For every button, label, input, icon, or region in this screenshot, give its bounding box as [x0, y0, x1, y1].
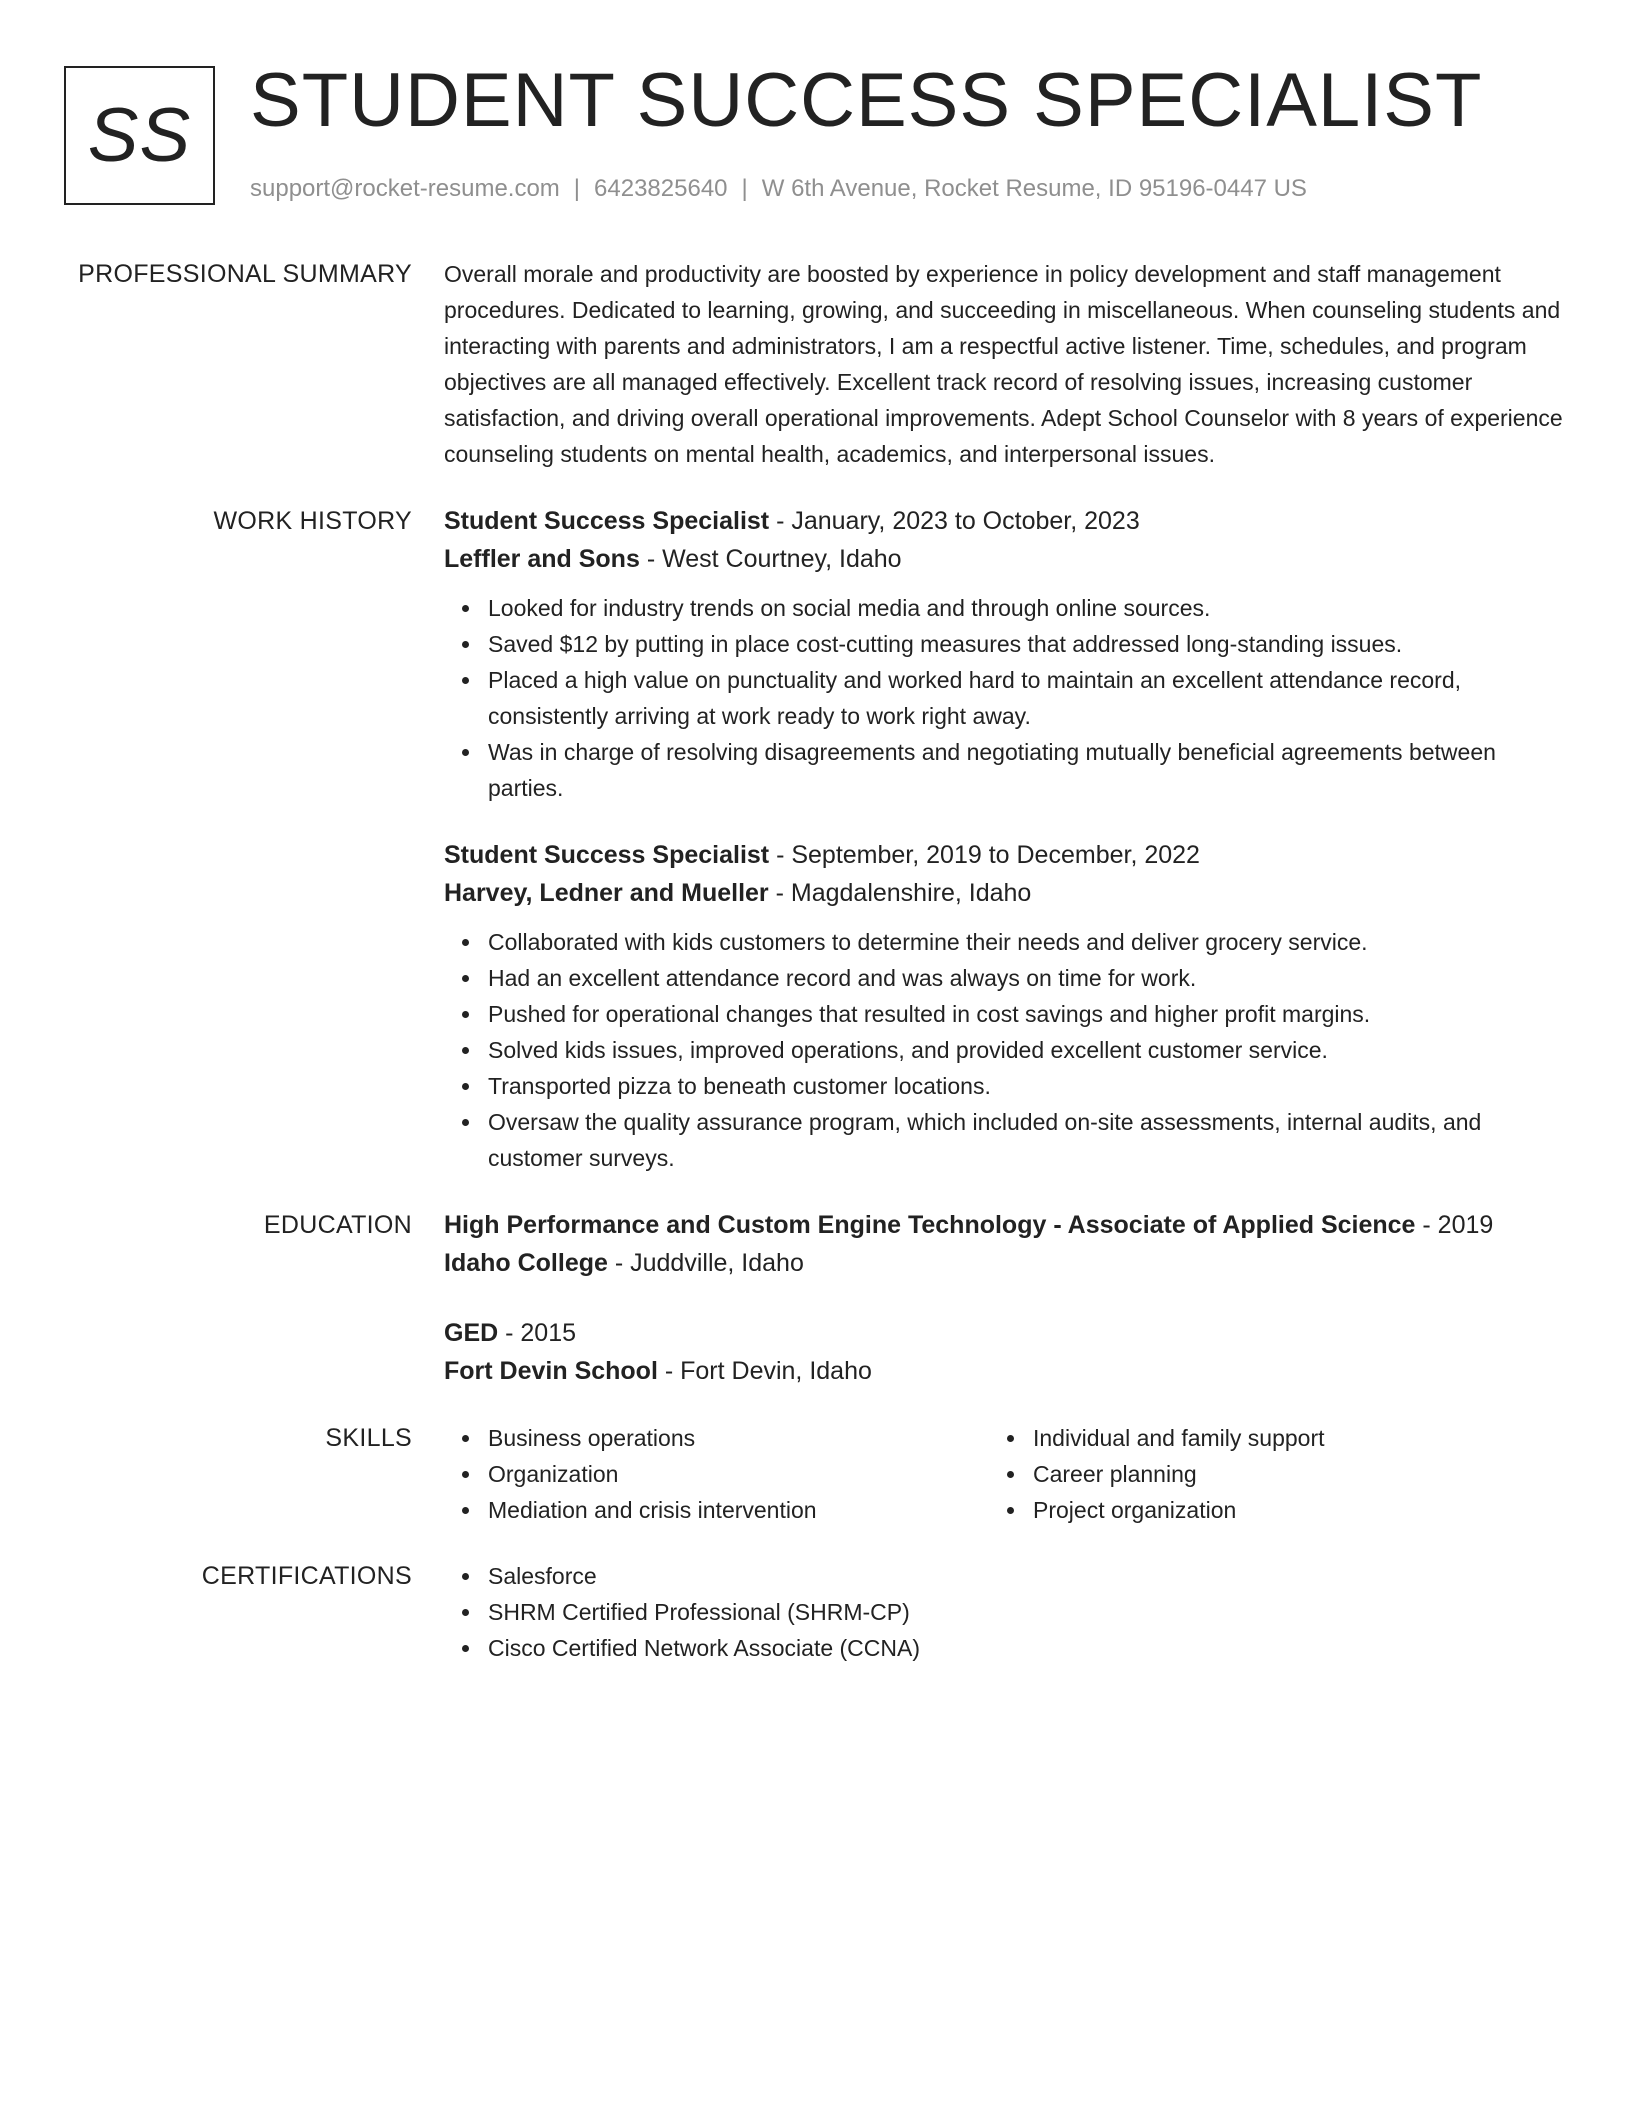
- degree-name: High Performance and Custom Engine Technology - Associate of Applied Science: [444, 1211, 1416, 1239]
- degree-name: GED: [444, 1319, 499, 1347]
- section-summary: [0, 256, 1632, 472]
- skill-item: Business operations: [488, 1420, 989, 1456]
- job-location: - West Courtney, Idaho: [639, 545, 902, 573]
- skill-item: Career planning: [1033, 1456, 1534, 1492]
- list-item: Transported pizza to beneath customer locations.: [488, 1068, 1564, 1104]
- school-location: - Fort Devin, Idaho: [657, 1357, 872, 1385]
- job-title: Student Success Specialist: [444, 507, 770, 535]
- job-entry: [444, 502, 1564, 806]
- job-bullets: [444, 590, 1564, 806]
- school-name: Fort Devin School: [444, 1357, 658, 1385]
- degree-year: - 2019: [1415, 1211, 1494, 1239]
- job-title-line: [444, 836, 1564, 874]
- section-label: PROFESSIONAL SUMMARY: [78, 260, 412, 288]
- degree-line: [444, 1206, 1564, 1244]
- skills-columns: [444, 1420, 1564, 1528]
- certification-item: SHRM Certified Professional (SHRM-CP): [488, 1594, 1564, 1630]
- job-bullets: [444, 924, 1564, 1176]
- skills-list-right: [989, 1420, 1534, 1528]
- resume-content: [0, 256, 1632, 1666]
- section-skills: [0, 1420, 1632, 1528]
- school-name: Idaho College: [444, 1249, 608, 1277]
- skill-item: Mediation and crisis intervention: [488, 1492, 989, 1528]
- list-item: Oversaw the quality assurance program, which included on-site assessments, internal audits, and customer surveys.: [488, 1104, 1564, 1176]
- skill-item: Individual and family support: [1033, 1420, 1534, 1456]
- contact-line: [250, 173, 1307, 205]
- section-label: EDUCATION: [263, 1211, 412, 1239]
- list-item: Saved $12 by putting in place cost-cutting measures that addressed long-standing issues.: [488, 626, 1564, 662]
- contact-email: support@rocket-resume.com: [250, 175, 560, 202]
- school-line: [444, 1244, 1564, 1282]
- list-item: Placed a high value on punctuality and worked hard to maintain an excellent attendance record, consistently arriving at work ready to work right away.: [488, 662, 1564, 734]
- monogram-logo: SS: [64, 66, 215, 205]
- list-item: Collaborated with kids customers to determine their needs and deliver grocery service.: [488, 924, 1564, 960]
- job-title: Student Success Specialist: [444, 841, 770, 869]
- job-company-line: [444, 540, 1564, 578]
- list-item: Solved kids issues, improved operations, and provided excellent customer service.: [488, 1032, 1564, 1068]
- list-item: Pushed for operational changes that resulted in cost savings and higher profit margins.: [488, 996, 1564, 1032]
- section-label: WORK HISTORY: [213, 507, 412, 535]
- section-label: CERTIFICATIONS: [201, 1562, 412, 1590]
- certification-item: Salesforce: [488, 1558, 1564, 1594]
- job-company-line: [444, 874, 1564, 912]
- contact-phone: 6423825640: [594, 175, 728, 202]
- section-work-history: [0, 502, 1632, 1176]
- degree-year: - 2015: [498, 1319, 577, 1347]
- list-item: Had an excellent attendance record and was always on time for work.: [488, 960, 1564, 996]
- job-entry: [444, 836, 1564, 1176]
- list-item: Looked for industry trends on social media and through online sources.: [488, 590, 1564, 626]
- section-certifications: [0, 1558, 1632, 1666]
- education-entry: [444, 1314, 1564, 1390]
- job-company: Harvey, Ledner and Mueller: [444, 879, 769, 907]
- section-label: SKILLS: [325, 1424, 412, 1452]
- contact-separator: |: [573, 175, 581, 202]
- skills-list-left: [444, 1420, 989, 1528]
- section-education: [0, 1206, 1632, 1390]
- job-location: - Magdalenshire, Idaho: [768, 879, 1032, 907]
- job-company: Leffler and Sons: [444, 545, 640, 573]
- certification-item: Cisco Certified Network Associate (CCNA): [488, 1630, 1564, 1666]
- job-dates: - September, 2019 to December, 2022: [769, 841, 1200, 869]
- job-title-line: [444, 502, 1564, 540]
- degree-line: [444, 1314, 1564, 1352]
- school-location: - Juddville, Idaho: [607, 1249, 804, 1277]
- resume-title: STUDENT SUCCESS SPECIALIST: [250, 58, 1483, 143]
- education-entry: [444, 1206, 1564, 1282]
- summary-text: Overall morale and productivity are boosted by experience in policy development and staff management procedures. Dedicated to learning, growing, and succeeding in miscellaneous. When counseling students and interacting with parents and administrators, I am a respectful active listener. Time, schedules, and program objectives are all managed effectively. Excellent track record of resolving issues, increasing customer satisfaction, and driving overall operational improvements. Adept School Counselor with 8 years of experience counseling students on mental health, academics, and interpersonal issues.: [444, 261, 1563, 467]
- school-line: [444, 1352, 1564, 1390]
- skill-item: Organization: [488, 1456, 989, 1492]
- contact-address: W 6th Avenue, Rocket Resume, ID 95196-0447 US: [761, 175, 1307, 202]
- skill-item: Project organization: [1033, 1492, 1534, 1528]
- job-dates: - January, 2023 to October, 2023: [769, 507, 1140, 535]
- list-item: Was in charge of resolving disagreements and negotiating mutually beneficial agreements between parties.: [488, 734, 1564, 806]
- certifications-list: [444, 1558, 1564, 1666]
- contact-separator: |: [741, 175, 748, 202]
